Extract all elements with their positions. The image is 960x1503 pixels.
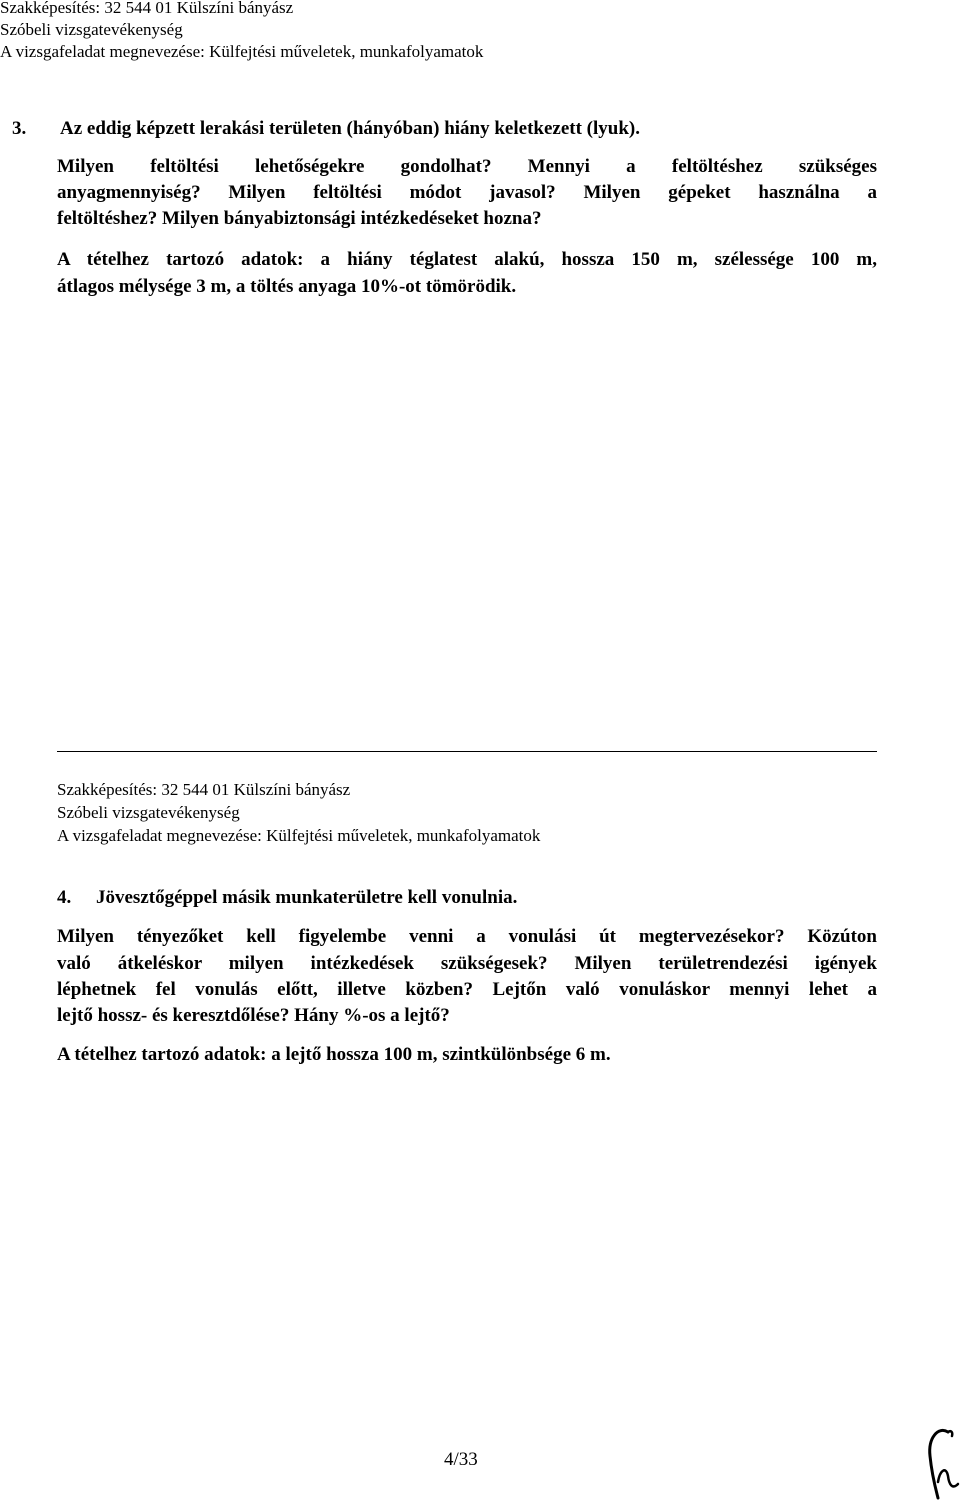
header-qualification: Szakképesítés: 32 544 01 Külszíni bányász <box>57 780 351 799</box>
task-4-question-line-1: Milyen tényezőket kell figyelembe venni a vonulási út megtervezésekor? Közúton <box>57 926 877 947</box>
task-3-question-line-3: feltöltéshez? Milyen bányabiztonsági intézkedéseket hozna? <box>57 208 542 229</box>
task-4-question-line-4: lejtő hossz- és keresztdőlése? Hány %-os a lejtő? <box>57 1005 450 1026</box>
task-3-number: 3. <box>12 118 27 139</box>
task-3-data-line-1: A tételhez tartozó adatok: a hiány téglatest alakú, hossza 150 m, szélessége 100 m, <box>57 249 877 270</box>
task-4-number: 4. <box>57 887 72 908</box>
task-3-title: Az eddig képzett lerakási területen (hányóban) hiány keletkezett (lyuk). <box>60 118 640 139</box>
task-4-title: Jövesztőgéppel másik munkaterületre kell vonulnia. <box>96 887 518 908</box>
header-separator-line <box>57 751 877 752</box>
task-4-question-line-2: való átkeléskor milyen intézkedések szükségesek? Milyen területrendezési igények <box>57 953 877 974</box>
header-task-name: A vizsgafeladat megnevezése: Külfejtési műveletek, munkafolyamatok <box>57 826 541 845</box>
task-3-question-line-2: anyagmennyiség? Milyen feltöltési módot javasol? Milyen gépeket használna a <box>57 182 877 203</box>
signature-mark <box>918 1420 960 1503</box>
task-4-question-line-3: léphetnek fel vonulás előtt, illetve közben? Lejtőn való vonuláskor mennyi lehet a <box>57 979 877 1000</box>
task-3-data-line-2: átlagos mélysége 3 m, a töltés anyaga 10%-ot tömörödik. <box>57 276 517 297</box>
task-4-data-line-1: A tételhez tartozó adatok: a lejtő hossza 100 m, szintkülönbsége 6 m. <box>57 1044 611 1065</box>
page-number: 4/33 <box>444 1449 478 1470</box>
header-exam-activity: Szóbeli vizsgatevékenység <box>57 803 240 822</box>
header-task-name: A vizsgafeladat megnevezése: Külfejtési műveletek, munkafolyamatok <box>0 42 484 61</box>
header-exam-activity: Szóbeli vizsgatevékenység <box>0 20 183 39</box>
header-qualification: Szakképesítés: 32 544 01 Külszíni bányász <box>0 0 294 17</box>
task-3-question-line-1: Milyen feltöltési lehetőségekre gondolhat? Mennyi a feltöltéshez szükséges <box>57 156 877 177</box>
